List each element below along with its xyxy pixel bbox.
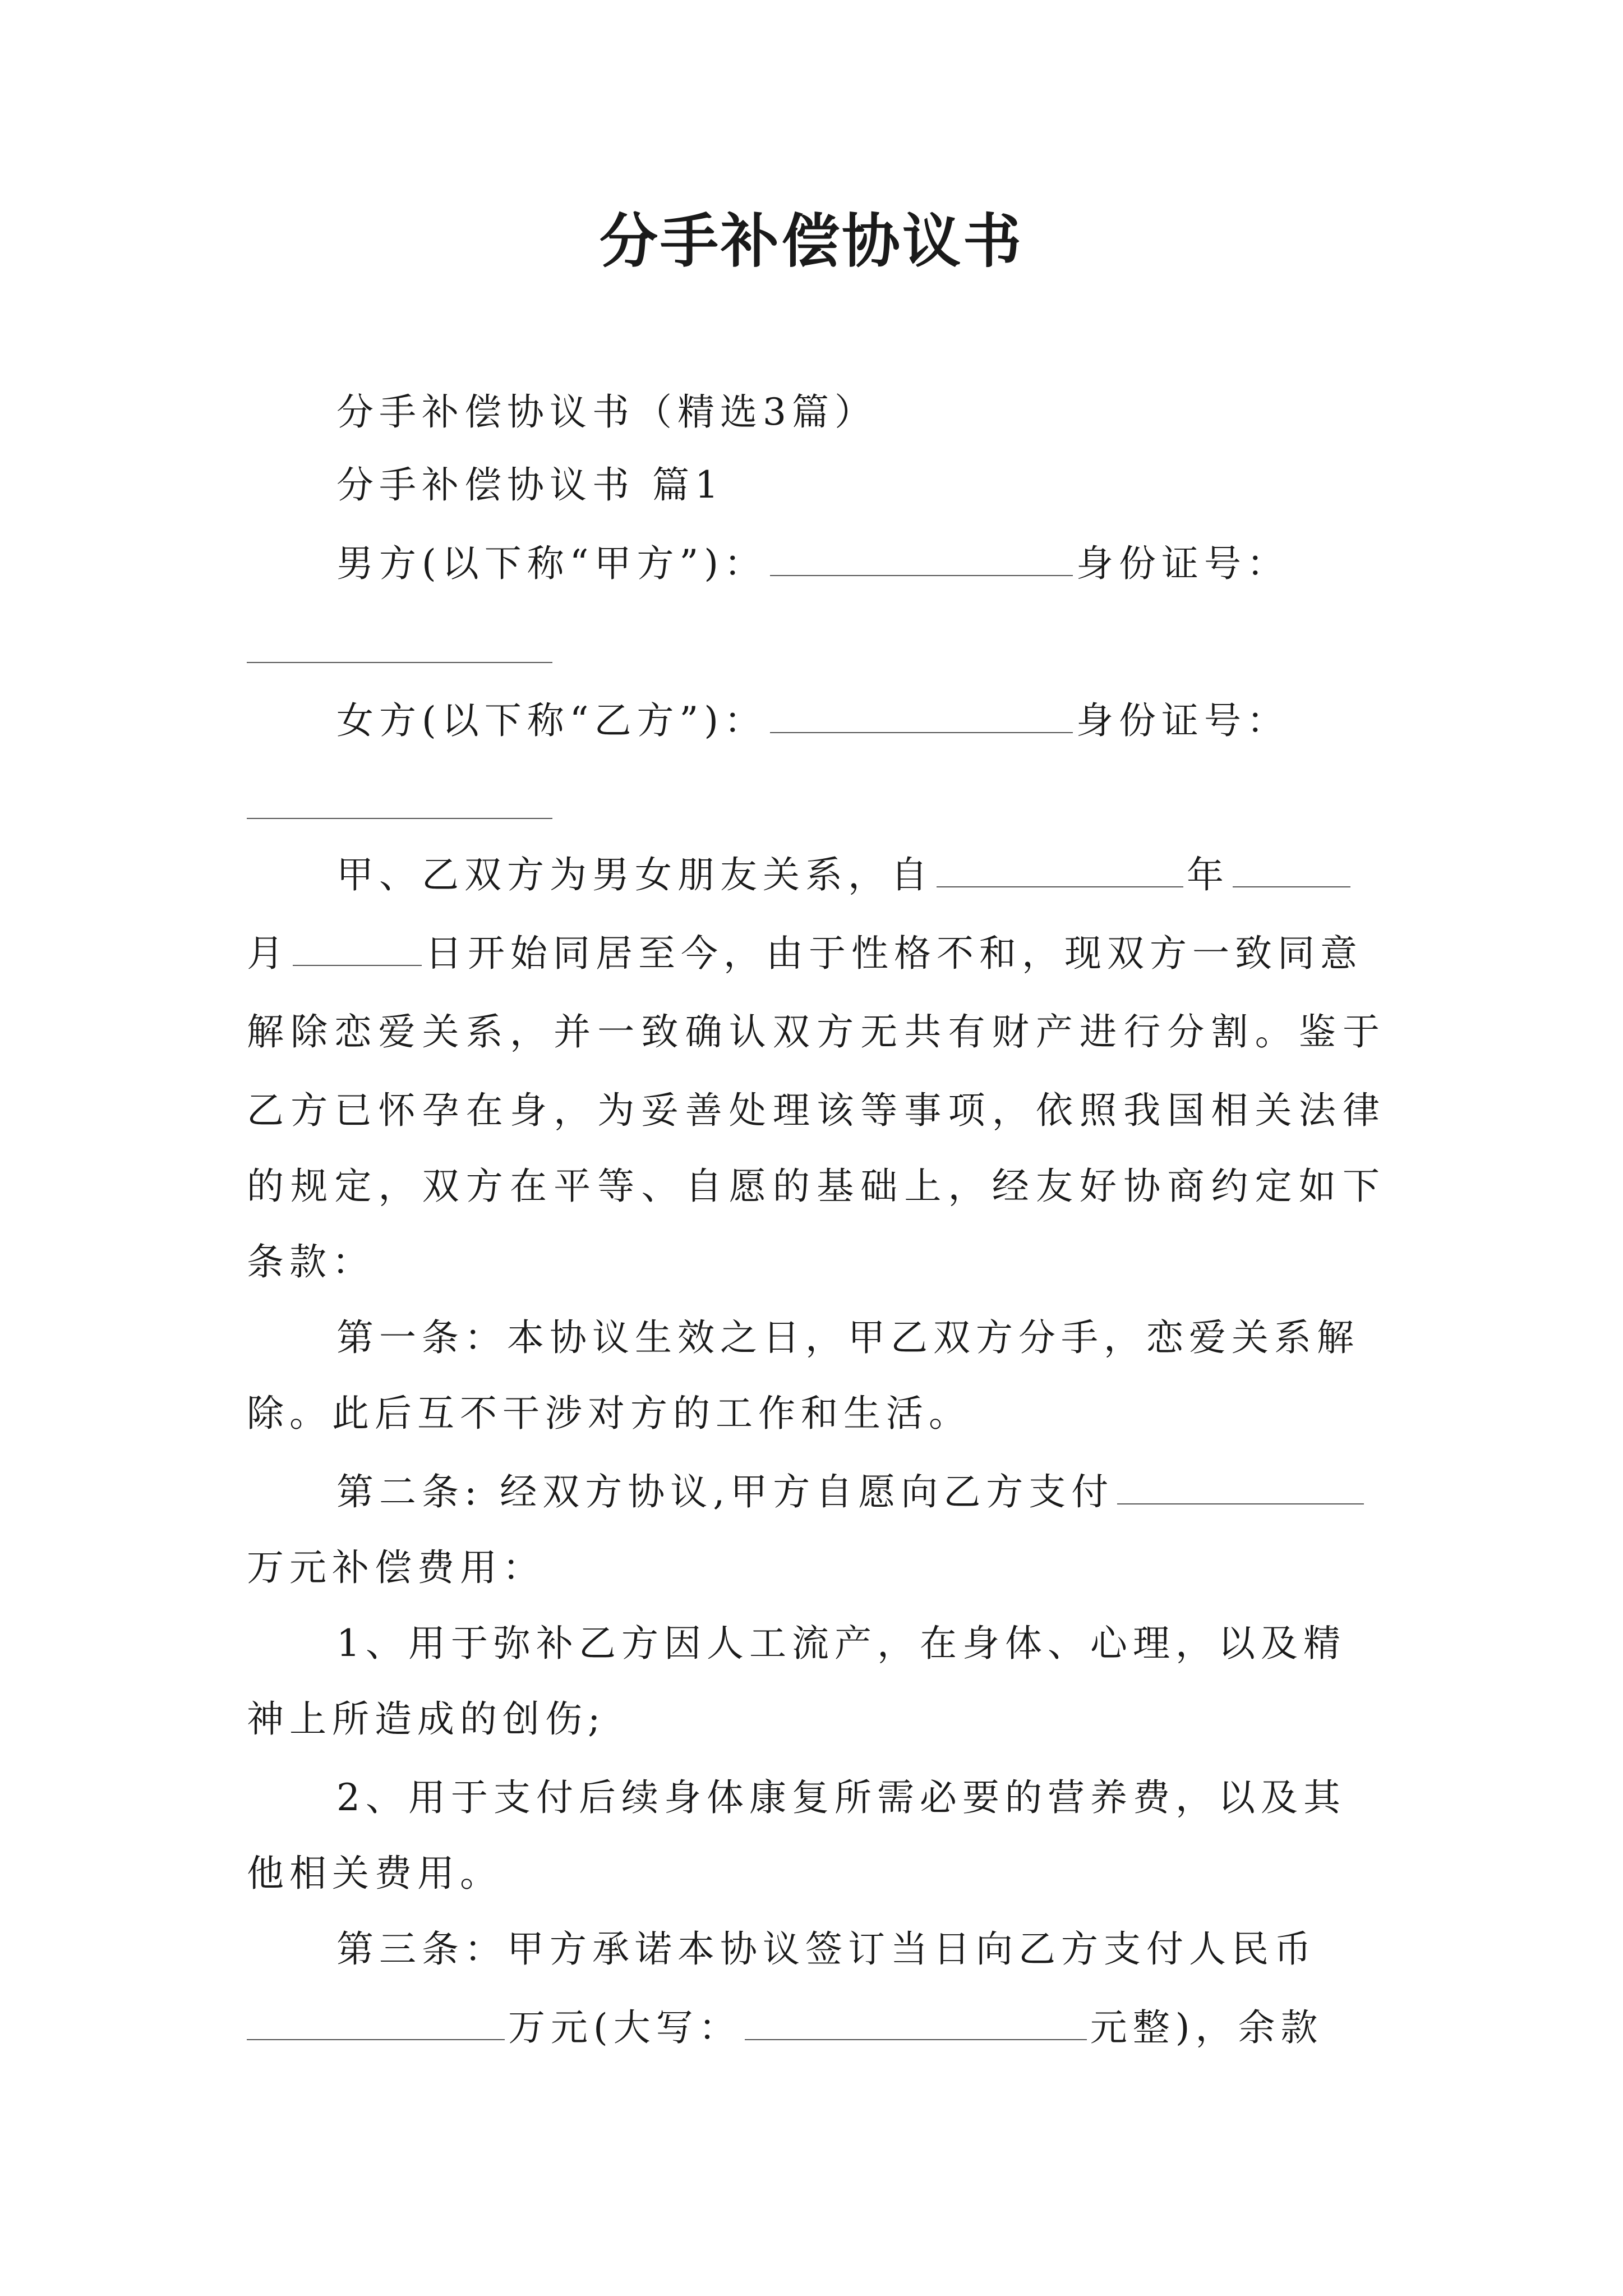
party-a-id-label: 身份证号： bbox=[1076, 542, 1289, 585]
day-blank[interactable] bbox=[293, 930, 422, 966]
article-3-text-2a: 万元(大写： bbox=[508, 2006, 741, 2049]
article-3-line-2 bbox=[247, 2003, 1385, 2053]
party-b-id-blank[interactable] bbox=[247, 818, 552, 819]
year-blank[interactable] bbox=[937, 852, 1183, 887]
article-1-line-2: 除。此后互不干涉对方的工作和生活。 bbox=[247, 1392, 971, 1435]
intro-line-2 bbox=[247, 928, 1385, 979]
item-2-line-1: 2、用于支付后续身体康复所需必要的营养费，以及其 bbox=[336, 1776, 1346, 1819]
compensation-amount-blank[interactable] bbox=[1117, 1469, 1364, 1504]
party-a-line bbox=[247, 539, 1475, 589]
intro-line-4: 乙方已怀孕在身，为妥善处理该等事项，依照我国相关法律 bbox=[247, 1089, 1385, 1132]
party-b-line bbox=[247, 696, 1475, 746]
item-2-line-2: 他相关费用。 bbox=[247, 1852, 502, 1895]
intro-text-2b: 日开始同居至今，由于性格不和，现双方一致同意 bbox=[425, 932, 1363, 975]
article-3-line-1: 第三条：甲方承诺本协议签订当日向乙方支付人民币 bbox=[336, 1927, 1317, 1971]
intro-line-3: 解除恋爱关系，并一致确认双方无共有财产进行分割。鉴于 bbox=[247, 1010, 1385, 1053]
party-b-label: 女方(以下称“乙方”)： bbox=[336, 699, 767, 742]
item-1-line-1: 1、用于弥补乙方因人工流产，在身体、心理，以及精 bbox=[336, 1622, 1346, 1665]
month-blank[interactable] bbox=[1233, 852, 1350, 887]
party-a-name-blank[interactable] bbox=[770, 540, 1073, 576]
intro-line-5: 的规定，双方在平等、自愿的基础上，经友好协商约定如下 bbox=[247, 1165, 1385, 1208]
intro-text-1b: 年 bbox=[1187, 853, 1229, 896]
payment-uppercase-blank[interactable] bbox=[745, 2004, 1087, 2040]
article-3-text-2b: 元整)，余款 bbox=[1090, 2006, 1324, 2049]
intro-text-1a: 甲、乙双方为男女朋友关系，自 bbox=[336, 853, 933, 896]
article-2-line-2: 万元补偿费用： bbox=[247, 1546, 545, 1589]
payment-amount-blank[interactable] bbox=[247, 2004, 505, 2040]
document-subtitle: 分手补偿协议书（精选3篇） bbox=[336, 390, 877, 434]
party-a-id-blank[interactable] bbox=[247, 662, 552, 663]
article-1-line-1: 第一条：本协议生效之日，甲乙双方分手，恋爱关系解 bbox=[336, 1316, 1359, 1359]
intro-line-1 bbox=[247, 850, 1475, 900]
party-a-label: 男方(以下称“甲方”)： bbox=[336, 542, 767, 585]
section-heading: 分手补偿协议书 篇1 bbox=[336, 463, 724, 507]
article-2-line-1 bbox=[247, 1467, 1475, 1517]
party-b-id-label: 身份证号： bbox=[1076, 699, 1289, 742]
intro-text-2a: 月 bbox=[247, 932, 289, 975]
document-title: 分手补偿协议书 bbox=[599, 207, 1023, 275]
item-1-line-2: 神上所造成的创伤; bbox=[247, 1697, 606, 1741]
party-b-name-blank[interactable] bbox=[770, 697, 1073, 733]
article-2-text: 第二条: 经双方协议,甲方自愿向乙方支付 bbox=[336, 1470, 1114, 1513]
intro-line-6: 条款： bbox=[247, 1240, 375, 1283]
